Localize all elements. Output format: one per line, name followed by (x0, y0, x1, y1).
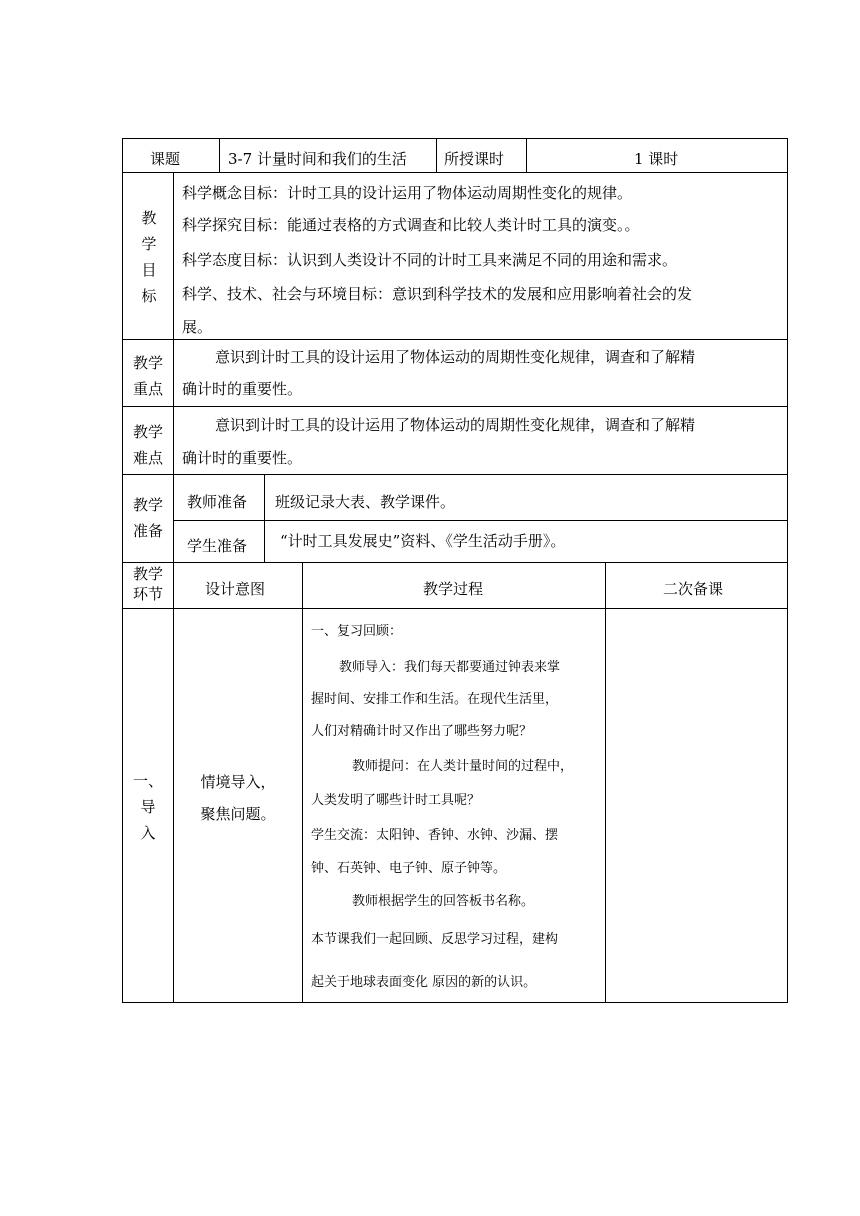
difficulties-line: 确计时的重要性。 (182, 449, 303, 467)
student-prep-value: “计时工具发展史”资料、《学生活动手册》。 (280, 532, 566, 550)
objective-inquiry: 科学探究目标：能通过表格的方式调查和比较人类计时工具的演变。。 (182, 216, 640, 234)
process-line: 学生交流：太阳钟、香钟、水钟、沙漏、摆 (311, 828, 559, 843)
objectives-label (135, 205, 163, 309)
difficulties-line: 意识到计时工具的设计运用了物体运动的周期性变化规律，调查和了解精 (215, 416, 696, 434)
student-prep-label: 学生准备 (187, 537, 248, 555)
preparation-label-line: 准备 (132, 522, 163, 540)
topic-label: 课题 (150, 150, 181, 168)
stage-intro-line: 一、 (132, 772, 163, 790)
hours-label: 所授课时 (444, 150, 505, 168)
process-header: 教学过程 (423, 580, 484, 598)
stage-intro (130, 768, 166, 846)
objectives-label-char: 目 (141, 261, 157, 279)
process-line: 起关于地球表面变化 原因的新的认识。 (311, 975, 537, 990)
process-line: 钟、石英钟、电子钟、原子钟等。 (311, 861, 507, 876)
difficulties-label-line: 难点 (132, 449, 163, 467)
stage-intro-line: 导 (140, 798, 156, 816)
difficulties-label (126, 419, 170, 471)
key-points-label (126, 350, 170, 402)
intent-intro-line: 情境导入， (200, 773, 276, 791)
intent-intro (180, 766, 296, 830)
second-prep-header: 二次备课 (663, 580, 724, 598)
stage-header (126, 564, 170, 604)
process-line: 握时间、安排工作和生活。在现代生活里， (311, 692, 559, 707)
process-line-review: 一、复习回顾： (311, 624, 403, 639)
intent-intro-line: 聚焦问题。 (200, 805, 276, 823)
key-points-label-line: 重点 (132, 380, 163, 398)
objectives-label-char: 标 (141, 287, 157, 305)
teacher-prep-value: 班级记录大表、教学课件。 (275, 493, 456, 511)
objective-stse: 科学、技术、社会与环境目标：意识到科学技术的发展和应用影响着社会的发 (182, 285, 693, 303)
difficulties-label-line: 教学 (132, 423, 163, 441)
objectives-label-char: 教 (141, 209, 157, 227)
process-line: 本节课我们一起回顾、反思学习过程，建构 (311, 932, 559, 947)
objectives-label-char: 学 (141, 235, 157, 253)
key-points-line: 确计时的重要性。 (182, 380, 303, 398)
intent-header: 设计意图 (205, 580, 266, 598)
objective-concept: 科学概念目标：计时工具的设计运用了物体运动周期性变化的规律。 (182, 184, 633, 202)
preparation-label-line: 教学 (132, 496, 163, 514)
process-line: 人类发明了哪些计时工具呢？ (311, 793, 481, 808)
teacher-prep-label: 教师准备 (187, 493, 248, 511)
key-points-line: 意识到计时工具的设计运用了物体运动的周期性变化规律，调查和了解精 (215, 348, 696, 366)
process-line: 教师导入：我们每天都要通过钟表来掌 (339, 660, 561, 675)
process-line: 教师根据学生的回答板书名称。 (352, 894, 535, 909)
stage-intro-line: 入 (140, 824, 156, 842)
topic-value: 3-7 计量时间和我们的生活 (228, 150, 407, 168)
objective-stse-cont: 展。 (182, 318, 213, 336)
process-line: 人们对精确计时又作出了哪些努力呢？ (311, 724, 533, 739)
stage-header-line: 教学 (132, 565, 163, 583)
process-line: 教师提问：在人类计量时间的过程中， (352, 759, 574, 774)
preparation-label (126, 492, 170, 544)
stage-header-line: 环节 (132, 585, 163, 603)
hours-value: 1 课时 (634, 150, 679, 168)
objective-attitude: 科学态度目标：认识到人类设计不同的计时工具来满足不同的用途和需求。 (182, 251, 678, 269)
key-points-label-line: 教学 (132, 354, 163, 372)
